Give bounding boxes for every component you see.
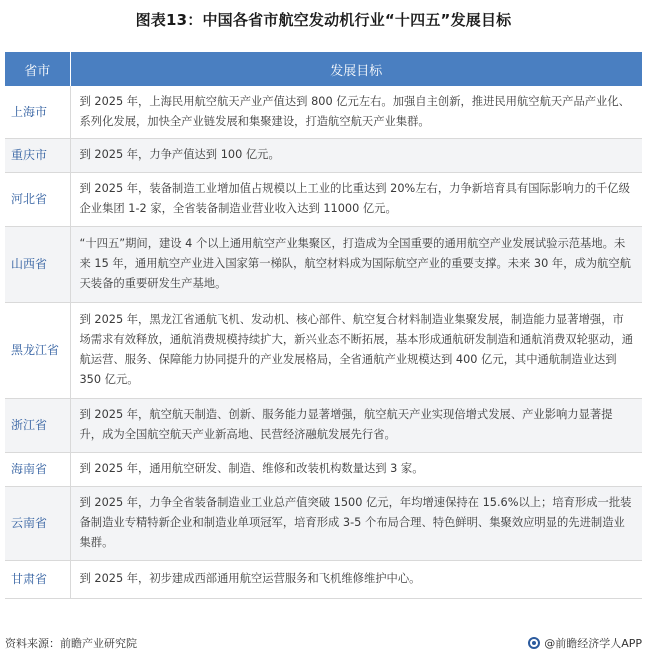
table-header-row — [5, 52, 642, 86]
goal-cell: 到 2025 年，黑龙江省通航飞机、发动机、核心部件、航空复合材料制造业集聚发展，制造能力显著增强，市场需求有效释放，通航消费规模持续扩大，新兴业态不断拓展，基本形成通航研发制造和通航消费双轮驱动，通航运营、服务、保障能力协同提升的产业发展格局，全省通航产业规模达到 400 亿元，其中通航制造业达到 350 亿元。 — [70, 302, 642, 398]
brand-credit — [528, 635, 642, 651]
table-row — [5, 138, 642, 172]
table-row — [5, 452, 642, 486]
source-note: 资料来源：前瞻产业研究院 — [5, 637, 137, 650]
province-cell: 重庆市 — [5, 138, 70, 172]
province-cell: 浙江省 — [5, 398, 70, 452]
province-cell: 山西省 — [5, 226, 70, 302]
table-row — [5, 486, 642, 560]
goal-cell: 到 2025 年，上海民用航空航天产业产值达到 800 亿元左右。加强自主创新，推进民用航空航天产品产业化、系列化发展，加快全产业链发展和集聚建设，打造航空航天产业集群。 — [70, 86, 642, 138]
province-cell: 海南省 — [5, 452, 70, 486]
table-row — [5, 172, 642, 226]
table-row — [5, 226, 642, 302]
province-cell: 甘肃省 — [5, 560, 70, 598]
goal-cell: 到 2025 年，力争全省装备制造业工业总产值突破 1500 亿元，年均增速保持在 15.6%以上；培育形成一批装备制造业专精特新企业和制造业单项冠军，培育形成 3-5 个布局合理、特色鲜明、集聚效应明显的先进制造业集群。 — [70, 486, 642, 560]
goal-cell: 到 2025 年，装备制造工业增加值占规模以上工业的比重达到 20%左右，力争新培育具有国际影响力的千亿级企业集团 1-2 家，全省装备制造业营业收入达到 11000 亿元。 — [70, 172, 642, 226]
brand-logo-icon — [528, 637, 540, 649]
province-cell: 河北省 — [5, 172, 70, 226]
goal-cell: 到 2025 年，初步建成西部通用航空运营服务和飞机维修维护中心。 — [70, 560, 642, 598]
goals-table — [5, 52, 642, 599]
header-goal: 发展目标 — [70, 52, 642, 86]
goal-cell: 到 2025 年，航空航天制造、创新、服务能力显著增强，航空航天产业实现倍增式发展、产业影响力显著提升，成为全国航空航天产业新高地、民营经济融航发展先行省。 — [70, 398, 642, 452]
goal-cell: 到 2025 年，力争产值达到 100 亿元。 — [70, 138, 642, 172]
page-title: 图表13：中国各省市航空发动机行业“十四五”发展目标 — [135, 11, 512, 29]
footer — [5, 633, 642, 653]
header-province: 省市 — [5, 52, 70, 86]
goal-cell: 到 2025 年，通用航空研发、制造、维修和改装机构数量达到 3 家。 — [70, 452, 642, 486]
province-cell: 云南省 — [5, 486, 70, 560]
goal-cell: “十四五”期间，建设 4 个以上通用航空产业集聚区，打造成为全国重要的通用航空产业发展试验示范基地。未来 15 年，通用航空产业进入国家第一梯队，航空材料成为国际航空产业的重要支撑。未来 30 年，成为航空航天装备的重要研发生产基地。 — [70, 226, 642, 302]
brand-label: @前瞻经济学人APP — [544, 637, 642, 650]
table-row — [5, 302, 642, 398]
table-row — [5, 86, 642, 138]
province-cell: 黑龙江省 — [5, 302, 70, 398]
table-row — [5, 560, 642, 598]
table-row — [5, 398, 642, 452]
province-cell: 上海市 — [5, 86, 70, 138]
